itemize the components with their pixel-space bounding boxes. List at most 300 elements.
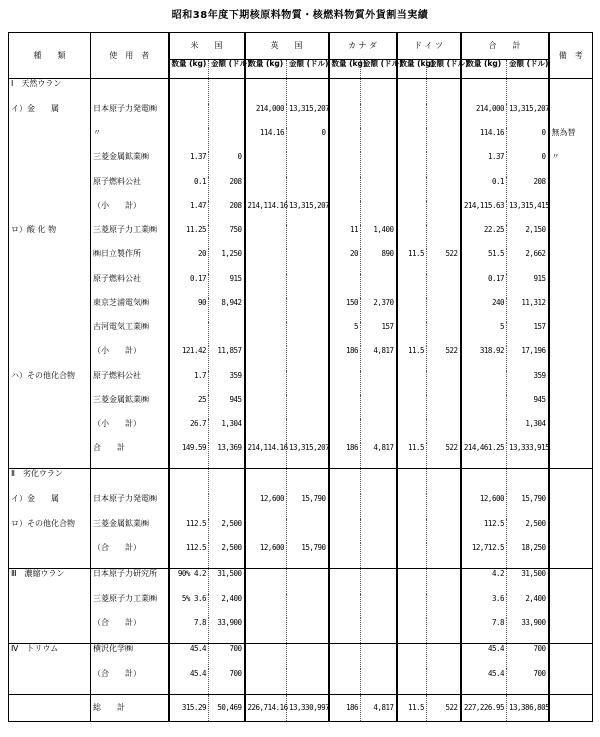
cell-uk_a: 15,790 — [287, 494, 329, 518]
cell-de_q: 11.5 — [397, 346, 427, 370]
cell-usa_q: 112.5 — [169, 543, 209, 568]
table-row — [9, 469, 593, 494]
cell-ca_q — [329, 543, 361, 568]
row-user: 日本原子力発電㈱ — [91, 104, 169, 128]
cell-uk_q — [245, 322, 287, 346]
cell-t_q: 12,712.5 — [461, 543, 507, 568]
cell-ca_q — [329, 469, 361, 494]
cell-t_q: 240 — [461, 298, 507, 322]
cell-ca_q — [329, 395, 361, 419]
cell-usa_q: 11.25 — [169, 225, 209, 249]
subheader-qty: 数量 (kg) — [169, 60, 209, 79]
cell-de_q — [397, 322, 427, 346]
cell-t_q: 7.8 — [461, 618, 507, 643]
cell-ca_q: 150 — [329, 298, 361, 322]
cell-uk_q — [245, 79, 287, 104]
cell-uk_q — [245, 669, 287, 694]
cell-ca_q — [329, 618, 361, 643]
cell-uk_a — [287, 594, 329, 618]
cell-ca_a — [361, 568, 397, 593]
grand-total-usa_a: 50,469 — [209, 695, 245, 722]
cell-t_q: 112.5 — [461, 519, 507, 543]
row-user — [91, 469, 169, 494]
subheader-qty: 数量 (kg) — [397, 60, 427, 79]
row-user — [91, 79, 169, 104]
cell-uk_a — [287, 618, 329, 643]
table-row — [9, 494, 593, 518]
cell-uk_q — [245, 225, 287, 249]
cell-t_a: 15,790 — [507, 494, 549, 518]
cell-usa_q: 25 — [169, 395, 209, 419]
cell-ca_q — [329, 519, 361, 543]
cell-uk_q — [245, 419, 287, 443]
grand-total-label: 総 計 — [91, 695, 169, 722]
cell-t_q: 4.2 — [461, 568, 507, 593]
cell-de_a — [427, 469, 461, 494]
cell-t_a: 13,333,915 — [507, 443, 549, 468]
cell-usa_a: 945 — [209, 395, 245, 419]
row-user: 原子燃料公社 — [91, 177, 169, 201]
cell-ca_a — [361, 104, 397, 128]
row-kind: ロ）その他化合物 — [9, 519, 91, 543]
cell-ca_a — [361, 201, 397, 225]
grand-total-t_q: 227,226.95 — [461, 695, 507, 722]
row-remarks — [549, 469, 593, 494]
row-remarks — [549, 543, 593, 568]
cell-usa_a: 11,857 — [209, 346, 245, 370]
cell-uk_q — [245, 249, 287, 273]
cell-de_q — [397, 371, 427, 395]
cell-de_q: 11.5 — [397, 249, 427, 273]
row-remarks — [549, 274, 593, 298]
cell-t_a: 1,304 — [507, 419, 549, 443]
row-user: 東京芝浦電気㈱ — [91, 298, 169, 322]
cell-ca_a — [361, 543, 397, 568]
subheader-qty: 数量 (kg) — [329, 60, 361, 79]
cell-ca_q — [329, 152, 361, 176]
cell-usa_q: 5% 3.6 — [169, 594, 209, 618]
grand-total-usa_q: 315.29 — [169, 695, 209, 722]
cell-t_a: 2,400 — [507, 594, 549, 618]
cell-usa_a: 0 — [209, 152, 245, 176]
row-kind — [9, 346, 91, 370]
row-kind — [9, 322, 91, 346]
cell-usa_q: 1.37 — [169, 152, 209, 176]
cell-usa_a: 2,500 — [209, 519, 245, 543]
cell-de_a — [427, 395, 461, 419]
cell-uk_a — [287, 177, 329, 201]
row-remarks — [549, 568, 593, 593]
cell-t_q: 214,115.63 — [461, 201, 507, 225]
cell-ca_a — [361, 177, 397, 201]
row-remarks — [549, 443, 593, 468]
grand-total-t_a: 13,386,805 — [507, 695, 549, 722]
cell-t_a: 0 — [507, 152, 549, 176]
row-user: （合 計） — [91, 543, 169, 568]
table-row — [9, 274, 593, 298]
row-remarks — [549, 249, 593, 273]
cell-de_a — [427, 568, 461, 593]
cell-t_q: 51.5 — [461, 249, 507, 273]
grand-total-de_q: 11.5 — [397, 695, 427, 722]
cell-de_q — [397, 298, 427, 322]
cell-ca_a — [361, 644, 397, 669]
row-kind — [9, 128, 91, 152]
subheader-amount: 金額 (ドル) — [427, 60, 461, 79]
row-user: 横沢化学㈱ — [91, 644, 169, 669]
cell-uk_a — [287, 419, 329, 443]
cell-uk_q — [245, 274, 287, 298]
cell-uk_q — [245, 519, 287, 543]
header-uk: 英 国 — [245, 33, 329, 60]
cell-ca_q — [329, 79, 361, 104]
cell-de_q — [397, 594, 427, 618]
row-kind — [9, 395, 91, 419]
cell-ca_q — [329, 594, 361, 618]
row-remarks — [549, 494, 593, 518]
cell-ca_a — [361, 519, 397, 543]
cell-uk_q: 214,114.16 — [245, 201, 287, 225]
cell-t_a: 18,250 — [507, 543, 549, 568]
table-row — [9, 152, 593, 176]
cell-de_a — [427, 128, 461, 152]
grand-total-ca_q: 186 — [329, 695, 361, 722]
table-row — [9, 419, 593, 443]
cell-ca_a — [361, 274, 397, 298]
table-row — [9, 177, 593, 201]
row-user: 三菱原子力工業㈱ — [91, 594, 169, 618]
table-row — [9, 79, 593, 104]
cell-t_a: 945 — [507, 395, 549, 419]
cell-de_q — [397, 177, 427, 201]
cell-t_q: 214,461.25 — [461, 443, 507, 468]
subheader-qty: 数量 (kg) — [245, 60, 287, 79]
cell-usa_a: 2,500 — [209, 543, 245, 568]
cell-uk_q: 12,600 — [245, 494, 287, 518]
cell-usa_a: 915 — [209, 274, 245, 298]
cell-ca_a: 157 — [361, 322, 397, 346]
cell-t_a: 11,312 — [507, 298, 549, 322]
cell-uk_a — [287, 669, 329, 694]
cell-uk_q — [245, 152, 287, 176]
cell-de_q — [397, 618, 427, 643]
table-row — [9, 104, 593, 128]
cell-t_q — [461, 395, 507, 419]
cell-usa_q — [169, 469, 209, 494]
cell-uk_a — [287, 395, 329, 419]
cell-de_a — [427, 225, 461, 249]
cell-de_q — [397, 494, 427, 518]
cell-usa_q: 26.7 — [169, 419, 209, 443]
cell-t_q — [461, 419, 507, 443]
cell-usa_a: 750 — [209, 225, 245, 249]
cell-de_a — [427, 594, 461, 618]
row-kind — [9, 298, 91, 322]
cell-uk_a — [287, 249, 329, 273]
cell-uk_a — [287, 79, 329, 104]
subheader-amount: 金額 (ドル) — [361, 60, 397, 79]
cell-ca_a — [361, 419, 397, 443]
row-user: 三菱金属鉱業㈱ — [91, 152, 169, 176]
header-germany: ド イ ツ — [397, 33, 461, 60]
cell-t_a: 208 — [507, 177, 549, 201]
header-row — [9, 33, 593, 60]
cell-ca_a — [361, 669, 397, 694]
cell-usa_a: 2,400 — [209, 594, 245, 618]
cell-de_a — [427, 669, 461, 694]
cell-de_a — [427, 177, 461, 201]
cell-de_a: 522 — [427, 443, 461, 468]
cell-t_a: 33,900 — [507, 618, 549, 643]
row-remarks — [549, 322, 593, 346]
cell-usa_q: 7.8 — [169, 618, 209, 643]
row-kind — [9, 274, 91, 298]
row-kind — [9, 419, 91, 443]
cell-uk_a — [287, 371, 329, 395]
cell-ca_q — [329, 274, 361, 298]
cell-usa_q: 20 — [169, 249, 209, 273]
table-row — [9, 225, 593, 249]
cell-usa_a: 1,250 — [209, 249, 245, 273]
grand-total-ca_a: 4,817 — [361, 695, 397, 722]
cell-usa_a: 31,500 — [209, 568, 245, 593]
cell-de_a — [427, 201, 461, 225]
row-kind: イ）金 属 — [9, 494, 91, 518]
table-row — [9, 568, 593, 593]
cell-de_q — [397, 568, 427, 593]
row-remarks — [549, 395, 593, 419]
cell-ca_a — [361, 618, 397, 643]
cell-t_q: 45.4 — [461, 644, 507, 669]
cell-uk_a: 0 — [287, 128, 329, 152]
allocation-table — [8, 32, 593, 722]
cell-t_q: 1.37 — [461, 152, 507, 176]
cell-ca_q — [329, 371, 361, 395]
row-user: 原子燃料公社 — [91, 274, 169, 298]
cell-de_a — [427, 274, 461, 298]
cell-de_q — [397, 644, 427, 669]
cell-usa_a: 208 — [209, 177, 245, 201]
table-row — [9, 644, 593, 669]
header-canada: カ ナ ダ — [329, 33, 397, 60]
cell-t_q: 114.16 — [461, 128, 507, 152]
cell-ca_a: 4,817 — [361, 346, 397, 370]
subheader-amount: 金額 (ドル) — [507, 60, 549, 79]
row-kind — [9, 201, 91, 225]
table-row — [9, 249, 593, 273]
table-row — [9, 322, 593, 346]
table-row — [9, 298, 593, 322]
cell-t_a: 700 — [507, 669, 549, 694]
row-kind: イ）金 属 — [9, 104, 91, 128]
cell-de_q — [397, 419, 427, 443]
cell-t_a: 157 — [507, 322, 549, 346]
row-remarks — [549, 371, 593, 395]
cell-de_q — [397, 543, 427, 568]
cell-ca_q: 5 — [329, 322, 361, 346]
cell-uk_q — [245, 371, 287, 395]
cell-uk_a: 13,315,207 — [287, 104, 329, 128]
cell-de_a — [427, 298, 461, 322]
cell-usa_q: 45.4 — [169, 669, 209, 694]
cell-usa_q: 0.17 — [169, 274, 209, 298]
cell-ca_q: 11 — [329, 225, 361, 249]
row-user: 古河電気工業㈱ — [91, 322, 169, 346]
row-kind — [9, 543, 91, 568]
row-remarks — [549, 644, 593, 669]
table-row — [9, 594, 593, 618]
grand-total-uk_a: 13,330,997 — [287, 695, 329, 722]
row-kind — [9, 152, 91, 176]
row-user: （小 計） — [91, 346, 169, 370]
row-remarks — [549, 419, 593, 443]
cell-ca_a: 1,400 — [361, 225, 397, 249]
subheader-amount: 金額 (ドル) — [209, 60, 245, 79]
cell-de_a — [427, 79, 461, 104]
cell-usa_q: 149.59 — [169, 443, 209, 468]
cell-uk_q: 214,000 — [245, 104, 287, 128]
cell-ca_q — [329, 494, 361, 518]
cell-uk_a — [287, 152, 329, 176]
cell-usa_q: 0.1 — [169, 177, 209, 201]
cell-ca_q — [329, 669, 361, 694]
cell-usa_q: 90 — [169, 298, 209, 322]
cell-t_a: 31,500 — [507, 568, 549, 593]
row-user: （小 計） — [91, 201, 169, 225]
row-user: 三菱金属鉱業㈱ — [91, 395, 169, 419]
cell-t_q: 45.4 — [461, 669, 507, 694]
row-user: （合 計） — [91, 669, 169, 694]
cell-de_a — [427, 494, 461, 518]
cell-t_q — [461, 79, 507, 104]
cell-ca_q — [329, 201, 361, 225]
cell-de_q — [397, 395, 427, 419]
cell-usa_a: 359 — [209, 371, 245, 395]
cell-de_a — [427, 104, 461, 128]
cell-ca_a: 4,817 — [361, 443, 397, 468]
cell-t_q — [461, 371, 507, 395]
cell-t_a: 700 — [507, 644, 549, 669]
cell-ca_q — [329, 419, 361, 443]
cell-t_q: 3.6 — [461, 594, 507, 618]
cell-t_a: 359 — [507, 371, 549, 395]
cell-usa_a: 13,369 — [209, 443, 245, 468]
row-user: 〃 — [91, 128, 169, 152]
cell-usa_q: 121.42 — [169, 346, 209, 370]
cell-ca_a — [361, 494, 397, 518]
table-row — [9, 443, 593, 468]
table-row — [9, 519, 593, 543]
cell-t_q: 214,000 — [461, 104, 507, 128]
cell-ca_a — [361, 395, 397, 419]
cell-uk_q — [245, 568, 287, 593]
cell-de_a — [427, 419, 461, 443]
cell-usa_a: 700 — [209, 644, 245, 669]
cell-de_q — [397, 79, 427, 104]
cell-usa_a: 33,900 — [209, 618, 245, 643]
cell-usa_a: 8,942 — [209, 298, 245, 322]
cell-ca_a: 2,370 — [361, 298, 397, 322]
table-row — [9, 618, 593, 643]
cell-t_q: 22.25 — [461, 225, 507, 249]
row-remarks — [549, 346, 593, 370]
subheader-qty: 数量 (kg) — [461, 60, 507, 79]
cell-de_q — [397, 274, 427, 298]
row-remarks — [549, 225, 593, 249]
cell-uk_a — [287, 644, 329, 669]
header-user: 使 用 者 — [91, 33, 169, 79]
row-user: （合 計） — [91, 618, 169, 643]
cell-de_q — [397, 152, 427, 176]
row-kind — [9, 443, 91, 468]
cell-ca_q — [329, 644, 361, 669]
cell-uk_a — [287, 322, 329, 346]
cell-usa_a: 700 — [209, 669, 245, 694]
cell-ca_a — [361, 371, 397, 395]
cell-t_q — [461, 469, 507, 494]
cell-de_q — [397, 104, 427, 128]
cell-uk_a — [287, 519, 329, 543]
cell-usa_a — [209, 79, 245, 104]
cell-ca_a — [361, 594, 397, 618]
cell-t_a: 0 — [507, 128, 549, 152]
cell-ca_a: 890 — [361, 249, 397, 273]
cell-t_a: 915 — [507, 274, 549, 298]
cell-de_a — [427, 322, 461, 346]
table-row — [9, 371, 593, 395]
cell-t_q: 0.1 — [461, 177, 507, 201]
row-remarks — [549, 618, 593, 643]
grand-total-spacer — [9, 695, 91, 722]
cell-uk_a — [287, 225, 329, 249]
cell-t_a: 2,662 — [507, 249, 549, 273]
cell-de_a: 522 — [427, 249, 461, 273]
cell-uk_a: 15,790 — [287, 543, 329, 568]
cell-t_a: 2,500 — [507, 519, 549, 543]
cell-uk_q — [245, 618, 287, 643]
cell-ca_q — [329, 104, 361, 128]
cell-ca_q — [329, 177, 361, 201]
row-remarks — [549, 79, 593, 104]
cell-uk_a — [287, 298, 329, 322]
cell-usa_a — [209, 322, 245, 346]
row-user: 日本原子力研究所 — [91, 568, 169, 593]
cell-de_a: 522 — [427, 346, 461, 370]
cell-ca_q — [329, 128, 361, 152]
cell-de_q — [397, 519, 427, 543]
cell-usa_a: 208 — [209, 201, 245, 225]
cell-uk_q: 214,114.16 — [245, 443, 287, 468]
cell-uk_q — [245, 644, 287, 669]
row-kind: ハ）その他化合物 — [9, 371, 91, 395]
document-title: 昭和38年度下期核原料物質・核燃料物質外貨割当実績 — [171, 10, 429, 21]
cell-de_q — [397, 469, 427, 494]
cell-uk_a — [287, 346, 329, 370]
row-kind — [9, 594, 91, 618]
cell-t_q: 318.92 — [461, 346, 507, 370]
header-kind: 種 類 — [9, 33, 91, 79]
row-remarks — [549, 177, 593, 201]
cell-t_q: 12,600 — [461, 494, 507, 518]
cell-de_a — [427, 371, 461, 395]
cell-uk_a — [287, 568, 329, 593]
cell-ca_q: 186 — [329, 443, 361, 468]
header-usa: 米 国 — [169, 33, 245, 60]
cell-ca_a — [361, 79, 397, 104]
cell-usa_a — [209, 128, 245, 152]
cell-usa_q: 1.7 — [169, 371, 209, 395]
cell-de_a — [427, 644, 461, 669]
